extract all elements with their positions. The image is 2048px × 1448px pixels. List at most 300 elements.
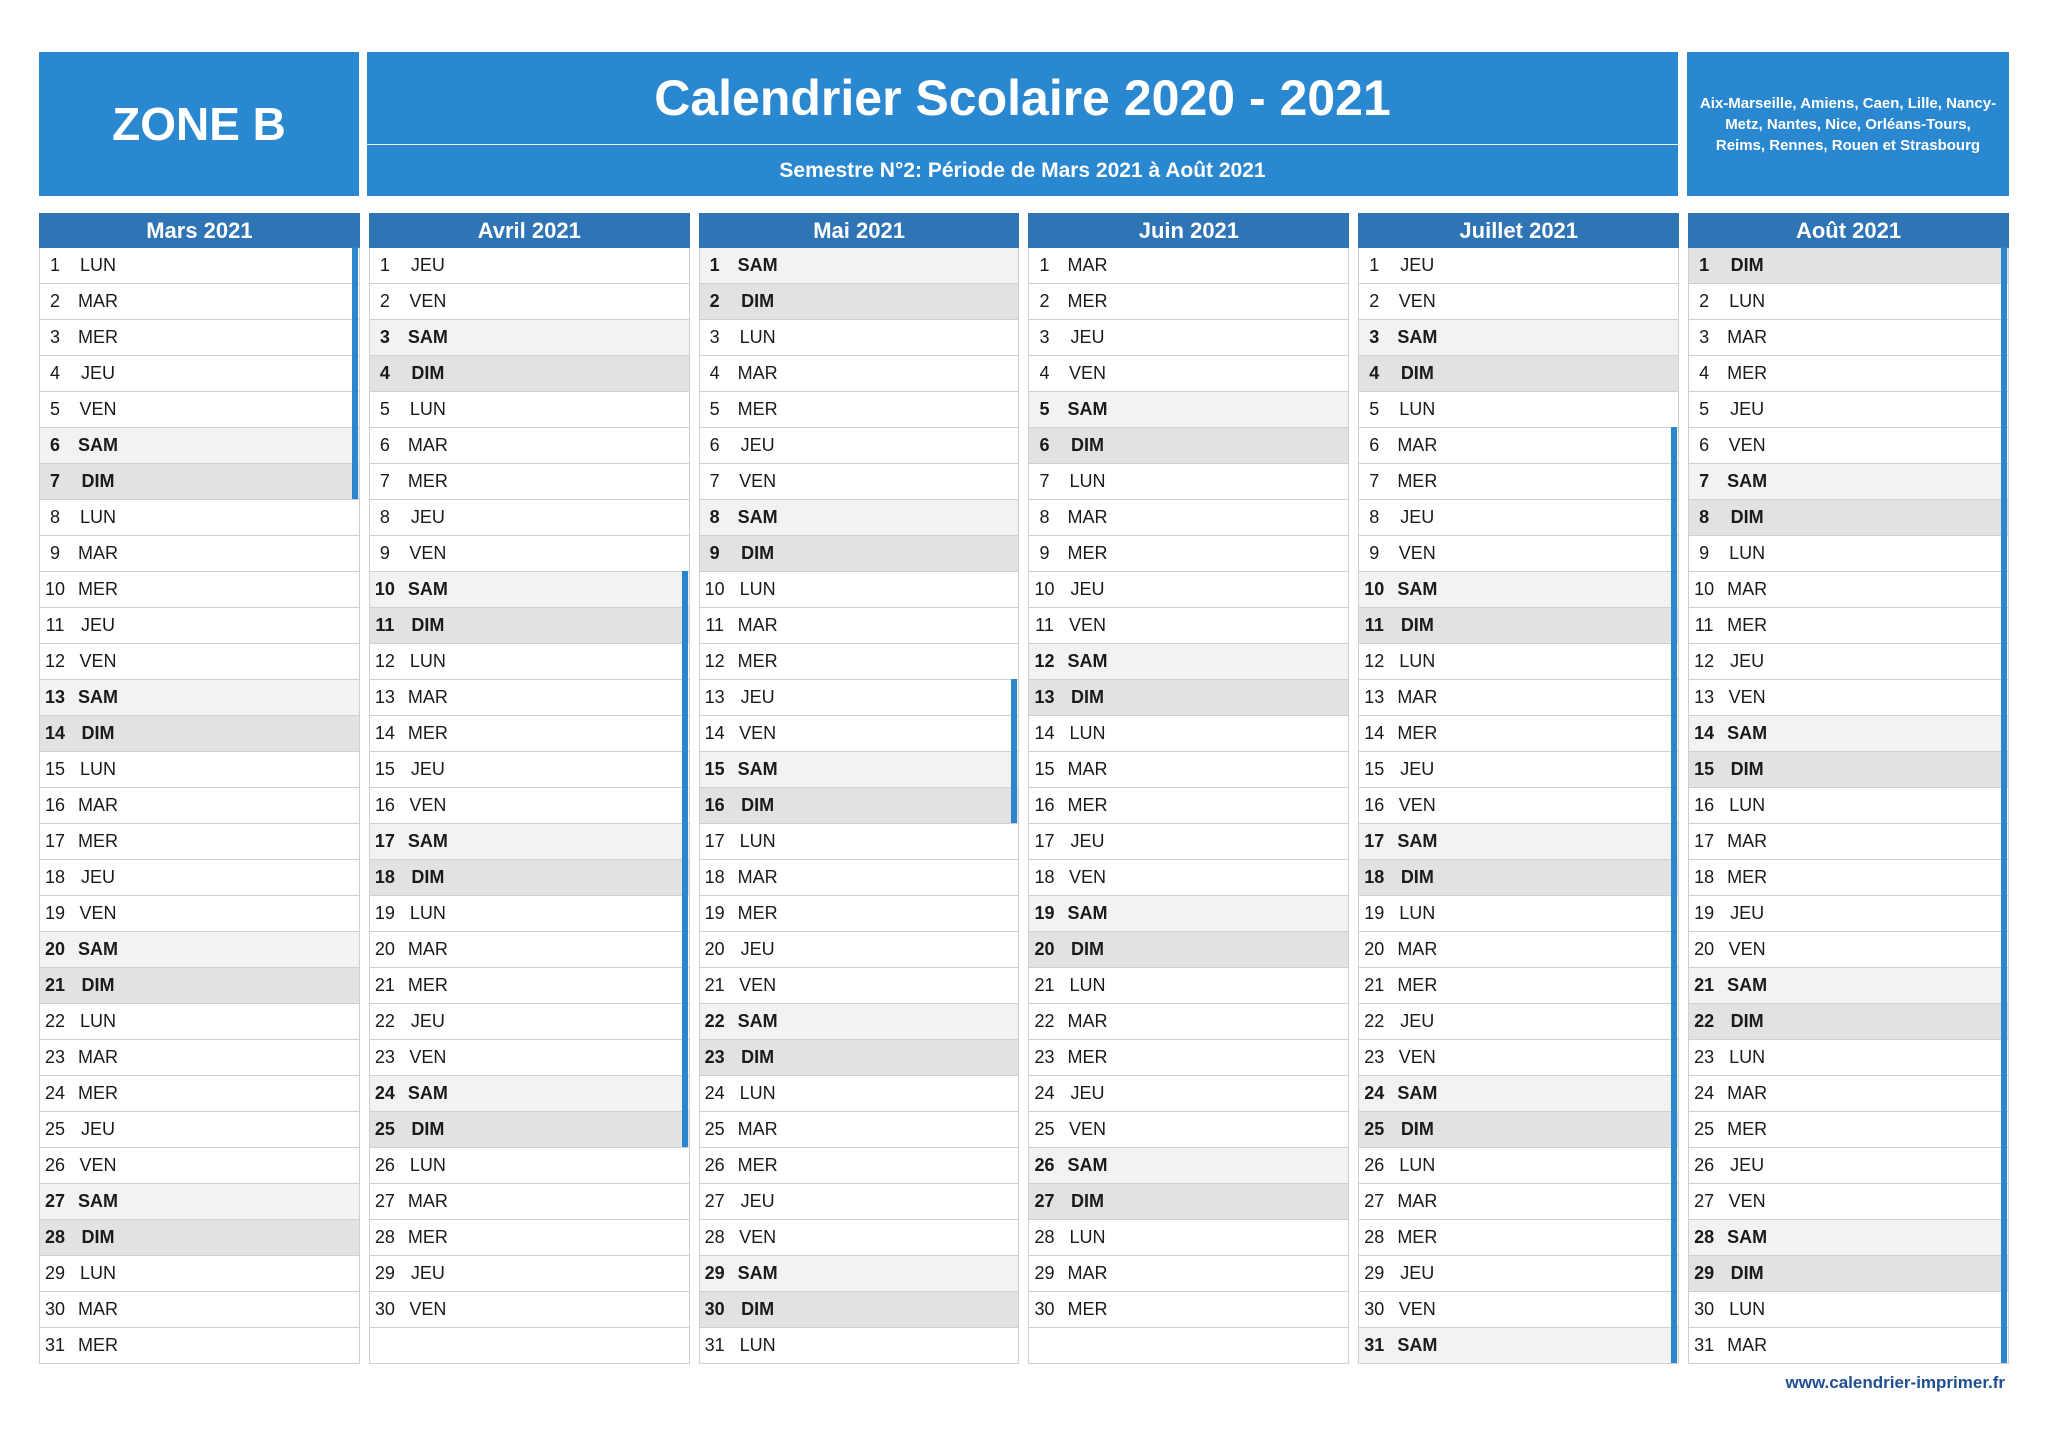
day-row	[1688, 284, 2009, 320]
day-row	[1028, 1040, 1349, 1076]
day-number: 30	[1364, 1299, 1385, 1319]
day-number: 26	[1034, 1155, 1055, 1175]
month-column	[369, 213, 690, 1364]
day-number: 19	[1034, 903, 1055, 923]
weekday-label: LUN	[409, 651, 446, 671]
weekday-label: LUN	[1069, 471, 1106, 491]
vacation-bar	[2001, 715, 2007, 751]
day-row	[699, 392, 1020, 428]
day-number: 26	[1364, 1155, 1385, 1175]
day-number: 13	[704, 687, 725, 707]
day-row	[369, 572, 690, 608]
day-number: 24	[1034, 1083, 1055, 1103]
day-number: 1	[709, 255, 720, 275]
zone-label: ZONE B	[39, 52, 359, 196]
day-row	[1358, 1184, 1679, 1220]
weekday-label: DIM	[741, 1299, 775, 1319]
day-row	[1028, 428, 1349, 464]
vacation-bar	[352, 391, 358, 427]
month-column	[699, 213, 1020, 1364]
day-number: 25	[44, 1119, 66, 1139]
weekday-label: DIM	[1730, 1011, 1764, 1031]
weekday-label: SAM	[1727, 975, 1768, 995]
vacation-bar	[1671, 499, 1677, 535]
day-row	[699, 608, 1020, 644]
weekday-label: JEU	[80, 363, 115, 383]
day-row	[1028, 1112, 1349, 1148]
day-number: 30	[1694, 1299, 1715, 1319]
vacation-bar	[1671, 679, 1677, 715]
weekday-label: VEN	[79, 1155, 117, 1175]
day-number: 11	[1035, 615, 1054, 635]
day-row	[699, 788, 1020, 824]
day-number: 15	[44, 759, 66, 779]
day-number: 23	[374, 1047, 395, 1067]
vacation-bar	[2001, 355, 2007, 391]
day-number: 20	[374, 939, 395, 959]
day-row	[369, 788, 690, 824]
day-number: 19	[1694, 903, 1715, 923]
weekday-label: JEU	[80, 867, 115, 887]
day-number: 16	[704, 795, 725, 815]
weekday-label: JEU	[410, 507, 445, 527]
day-row	[1358, 1040, 1679, 1076]
vacation-bar	[2001, 427, 2007, 463]
day-number: 7	[379, 471, 390, 491]
day-row	[1358, 464, 1679, 500]
day-row	[39, 968, 360, 1004]
weekday-label: MER	[1067, 1299, 1108, 1319]
weekday-label: MAR	[1067, 507, 1108, 527]
day-row	[1028, 500, 1349, 536]
day-number: 10	[44, 579, 66, 599]
day-row	[369, 824, 690, 860]
weekday-label: JEU	[1070, 831, 1105, 851]
day-number: 3	[379, 327, 390, 347]
vacation-bar	[2001, 895, 2007, 931]
day-number: 9	[709, 543, 720, 563]
weekday-label: LUN	[739, 831, 776, 851]
day-number: 18	[1694, 867, 1715, 887]
day-number: 16	[1694, 795, 1715, 815]
weekday-label: SAM	[1727, 1227, 1768, 1247]
weekday-label: JEU	[1070, 327, 1105, 347]
day-number: 24	[44, 1083, 66, 1103]
day-number: 12	[1694, 651, 1715, 671]
weekday-label: DIM	[1730, 255, 1764, 275]
day-row	[1358, 860, 1679, 896]
day-number: 5	[1039, 399, 1050, 419]
day-row	[1028, 1292, 1349, 1328]
vacation-bar	[682, 679, 688, 715]
weekday-label: VEN	[1398, 1299, 1436, 1319]
weekday-label: MAR	[78, 1047, 118, 1067]
day-row	[39, 392, 360, 428]
vacation-bar	[2001, 967, 2007, 1003]
day-row	[1028, 860, 1349, 896]
month-header: Juillet 2021	[1358, 213, 1679, 248]
day-number: 21	[1364, 975, 1385, 995]
day-number: 24	[1364, 1083, 1385, 1103]
day-row	[1688, 320, 2009, 356]
day-row	[699, 932, 1020, 968]
day-number: 6	[379, 435, 390, 455]
weekday-label: SAM	[1727, 723, 1768, 743]
day-row	[39, 860, 360, 896]
day-number: 17	[704, 831, 725, 851]
day-number: 20	[44, 939, 66, 959]
weekday-label: DIM	[81, 471, 115, 491]
weekday-label: DIM	[1730, 507, 1764, 527]
weekday-label: JEU	[740, 687, 775, 707]
weekday-label: MER	[1727, 1119, 1768, 1139]
day-row	[699, 824, 1020, 860]
day-row	[1688, 824, 2009, 860]
day-number: 23	[704, 1047, 725, 1067]
day-number: 28	[1364, 1227, 1385, 1247]
weekday-label: SAM	[78, 939, 118, 959]
day-number: 18	[1364, 867, 1385, 887]
day-row	[1688, 500, 2009, 536]
day-row	[39, 608, 360, 644]
day-row	[39, 320, 360, 356]
day-row	[369, 536, 690, 572]
day-number: 12	[704, 651, 725, 671]
academies-list: Aix-Marseille, Amiens, Caen, Lille, Nancy-Metz, Nantes, Nice, Orléans-Tours, Reims, Rennes, Rouen et Strasbourg	[1687, 52, 2009, 196]
day-row	[1028, 968, 1349, 1004]
day-row	[1688, 392, 2009, 428]
weekday-label: LUN	[1729, 291, 1766, 311]
day-number: 6	[1699, 435, 1710, 455]
vacation-bar	[2001, 643, 2007, 679]
weekday-label: SAM	[1067, 903, 1108, 923]
day-number: 18	[374, 867, 395, 887]
vacation-bar	[1671, 1219, 1677, 1255]
day-row	[699, 716, 1020, 752]
day-number: 1	[1699, 255, 1710, 275]
vacation-bar	[682, 715, 688, 751]
day-number: 9	[1369, 543, 1380, 563]
day-number: 4	[379, 363, 390, 383]
day-row	[699, 248, 1020, 284]
day-row	[699, 752, 1020, 788]
weekday-label: DIM	[1400, 615, 1434, 635]
vacation-bar	[2001, 823, 2007, 859]
day-number: 13	[1364, 687, 1385, 707]
day-number: 5	[379, 399, 390, 419]
day-row	[1688, 1076, 2009, 1112]
day-number: 15	[374, 759, 395, 779]
day-number: 21	[704, 975, 725, 995]
day-number: 11	[45, 615, 65, 635]
day-number: 18	[44, 867, 66, 887]
day-number: 27	[1034, 1191, 1055, 1211]
day-row	[1358, 1076, 1679, 1112]
day-row	[369, 1220, 690, 1256]
weekday-label: DIM	[81, 1227, 115, 1247]
day-number: 17	[1364, 831, 1385, 851]
weekday-label: MER	[407, 975, 448, 995]
day-number: 9	[49, 543, 60, 563]
day-number: 6	[709, 435, 720, 455]
day-row	[699, 680, 1020, 716]
vacation-bar	[1671, 607, 1677, 643]
day-number: 11	[705, 615, 724, 635]
day-row	[39, 356, 360, 392]
day-row	[1358, 1328, 1679, 1364]
weekday-label: MER	[407, 723, 448, 743]
day-row	[1028, 644, 1349, 680]
vacation-bar	[1671, 787, 1677, 823]
weekday-label: SAM	[407, 579, 448, 599]
weekday-label: DIM	[411, 615, 445, 635]
weekday-label: MAR	[1727, 579, 1768, 599]
vacation-bar	[1671, 1327, 1677, 1363]
day-number: 20	[704, 939, 725, 959]
day-row	[1688, 644, 2009, 680]
day-row	[1358, 428, 1679, 464]
vacation-bar	[2001, 1219, 2007, 1255]
day-number: 17	[1034, 831, 1055, 851]
weekday-label: SAM	[78, 1191, 118, 1211]
vacation-bar	[2001, 787, 2007, 823]
empty-row	[369, 1328, 690, 1364]
vacation-bar	[1011, 679, 1017, 715]
weekday-label: DIM	[1070, 687, 1104, 707]
day-row	[1688, 968, 2009, 1004]
day-number: 16	[374, 795, 395, 815]
day-number: 16	[1034, 795, 1055, 815]
day-number: 20	[1364, 939, 1385, 959]
month-column	[39, 213, 360, 1364]
day-number: 31	[44, 1335, 66, 1355]
day-number: 27	[704, 1191, 725, 1211]
weekday-label: VEN	[409, 1047, 447, 1067]
weekday-label: MAR	[1727, 831, 1768, 851]
day-row	[369, 1184, 690, 1220]
day-row	[39, 1040, 360, 1076]
day-row	[699, 572, 1020, 608]
day-row	[699, 320, 1020, 356]
day-row	[39, 716, 360, 752]
day-number: 29	[704, 1263, 725, 1283]
day-row	[1028, 788, 1349, 824]
weekday-label: LUN	[739, 1335, 776, 1355]
weekday-label: LUN	[739, 327, 776, 347]
day-number: 13	[44, 687, 66, 707]
day-row	[1028, 356, 1349, 392]
month-header: Avril 2021	[369, 213, 690, 248]
weekday-label: LUN	[79, 1011, 116, 1031]
day-row	[1358, 752, 1679, 788]
weekday-label: MER	[1397, 471, 1438, 491]
day-row	[1028, 248, 1349, 284]
day-row	[369, 1292, 690, 1328]
vacation-bar	[1671, 895, 1677, 931]
day-row	[1688, 1040, 2009, 1076]
vacation-bar	[1671, 931, 1677, 967]
vacation-bar	[2001, 607, 2007, 643]
vacation-bar	[2001, 1111, 2007, 1147]
day-row	[1028, 824, 1349, 860]
vacation-bar	[352, 247, 358, 283]
day-number: 26	[704, 1155, 725, 1175]
day-row	[39, 248, 360, 284]
weekday-label: MER	[737, 903, 778, 923]
weekday-label: JEU	[1400, 759, 1435, 779]
weekday-label: SAM	[737, 507, 778, 527]
day-number: 20	[1034, 939, 1055, 959]
weekday-label: MER	[1067, 291, 1108, 311]
day-row	[699, 500, 1020, 536]
vacation-bar	[1671, 535, 1677, 571]
day-number: 4	[709, 363, 720, 383]
day-number: 15	[704, 759, 725, 779]
weekday-label: JEU	[740, 435, 775, 455]
day-row	[1028, 464, 1349, 500]
weekday-label: LUN	[1399, 399, 1436, 419]
day-number: 25	[704, 1119, 725, 1139]
day-row	[1358, 284, 1679, 320]
day-row	[39, 464, 360, 500]
weekday-label: MER	[78, 327, 118, 347]
weekday-label: JEU	[410, 1263, 445, 1283]
day-number: 15	[1694, 759, 1715, 779]
day-number: 28	[44, 1227, 66, 1247]
day-number: 10	[704, 579, 725, 599]
day-number: 3	[709, 327, 720, 347]
vacation-bar	[352, 319, 358, 355]
day-number: 10	[1364, 579, 1385, 599]
day-number: 7	[1039, 471, 1050, 491]
day-number: 21	[1694, 975, 1715, 995]
weekday-label: MER	[407, 471, 448, 491]
vacation-bar	[2001, 1039, 2007, 1075]
weekday-label: LUN	[1729, 795, 1766, 815]
day-number: 27	[1364, 1191, 1385, 1211]
day-row	[1688, 1292, 2009, 1328]
day-row	[699, 1256, 1020, 1292]
weekday-label: MAR	[737, 1119, 778, 1139]
day-row	[1688, 248, 2009, 284]
day-number: 3	[1039, 327, 1050, 347]
day-number: 1	[49, 255, 60, 275]
vacation-bar	[2001, 679, 2007, 715]
day-number: 10	[1034, 579, 1055, 599]
day-row	[1688, 716, 2009, 752]
month-column	[1358, 213, 1679, 1364]
day-number: 25	[374, 1119, 395, 1139]
day-number: 26	[374, 1155, 395, 1175]
weekday-label: VEN	[1728, 687, 1766, 707]
day-row	[39, 500, 360, 536]
weekday-label: LUN	[79, 507, 116, 527]
weekday-label: LUN	[79, 759, 116, 779]
weekday-label: JEU	[1730, 903, 1765, 923]
vacation-bar	[682, 823, 688, 859]
day-row	[1028, 716, 1349, 752]
vacation-bar	[682, 607, 688, 643]
day-number: 3	[49, 327, 60, 347]
day-number: 6	[1369, 435, 1380, 455]
month-column	[1688, 213, 2009, 1364]
weekday-label: MAR	[1397, 435, 1438, 455]
weekday-label: MER	[1397, 1227, 1438, 1247]
day-row	[1028, 1256, 1349, 1292]
day-row	[1688, 464, 2009, 500]
day-number: 11	[375, 615, 395, 635]
weekday-label: MAR	[737, 615, 778, 635]
day-row	[369, 1148, 690, 1184]
day-row	[39, 428, 360, 464]
day-row	[1358, 1220, 1679, 1256]
day-row	[1358, 392, 1679, 428]
day-row	[369, 392, 690, 428]
day-row	[1028, 752, 1349, 788]
day-row	[39, 1148, 360, 1184]
day-row	[1028, 320, 1349, 356]
weekday-label: MER	[1397, 975, 1438, 995]
weekday-label: LUN	[79, 1263, 116, 1283]
weekday-label: MER	[737, 399, 778, 419]
weekday-label: JEU	[80, 1119, 115, 1139]
weekday-label: LUN	[1729, 1047, 1766, 1067]
weekday-label: LUN	[739, 1083, 776, 1103]
day-row	[1688, 1184, 2009, 1220]
weekday-label: VEN	[1728, 1191, 1766, 1211]
day-row	[39, 1328, 360, 1364]
vacation-bar	[2001, 1183, 2007, 1219]
day-number: 24	[704, 1083, 725, 1103]
day-row	[369, 356, 690, 392]
day-row	[699, 968, 1020, 1004]
weekday-label: VEN	[1068, 867, 1106, 887]
vacation-bar	[1671, 1111, 1677, 1147]
day-number: 18	[704, 867, 725, 887]
day-number: 29	[1694, 1263, 1715, 1283]
page-subtitle: Semestre N°2: Période de Mars 2021 à Août 2021	[779, 158, 1266, 182]
day-number: 5	[1699, 399, 1710, 419]
weekday-label: DIM	[411, 867, 445, 887]
day-number: 5	[709, 399, 720, 419]
day-row	[39, 824, 360, 860]
weekday-label: VEN	[1398, 543, 1436, 563]
day-row	[1358, 356, 1679, 392]
weekday-label: JEU	[1400, 255, 1435, 275]
weekday-label: DIM	[81, 975, 115, 995]
weekday-label: JEU	[1070, 579, 1105, 599]
day-number: 2	[1369, 291, 1380, 311]
day-number: 29	[374, 1263, 395, 1283]
day-number: 20	[1694, 939, 1715, 959]
day-row	[1358, 1292, 1679, 1328]
day-row	[1688, 1112, 2009, 1148]
day-number: 21	[374, 975, 395, 995]
day-number: 4	[49, 363, 60, 383]
day-number: 24	[374, 1083, 395, 1103]
day-number: 14	[374, 723, 395, 743]
vacation-bar	[1671, 1147, 1677, 1183]
vacation-bar	[682, 967, 688, 1003]
weekday-label: MER	[78, 1083, 118, 1103]
weekday-label: DIM	[1070, 1191, 1104, 1211]
weekday-label: SAM	[1067, 1155, 1108, 1175]
day-number: 23	[1034, 1047, 1055, 1067]
day-row	[39, 572, 360, 608]
vacation-bar	[2001, 391, 2007, 427]
vacation-bar	[1671, 1075, 1677, 1111]
day-row	[369, 1112, 690, 1148]
